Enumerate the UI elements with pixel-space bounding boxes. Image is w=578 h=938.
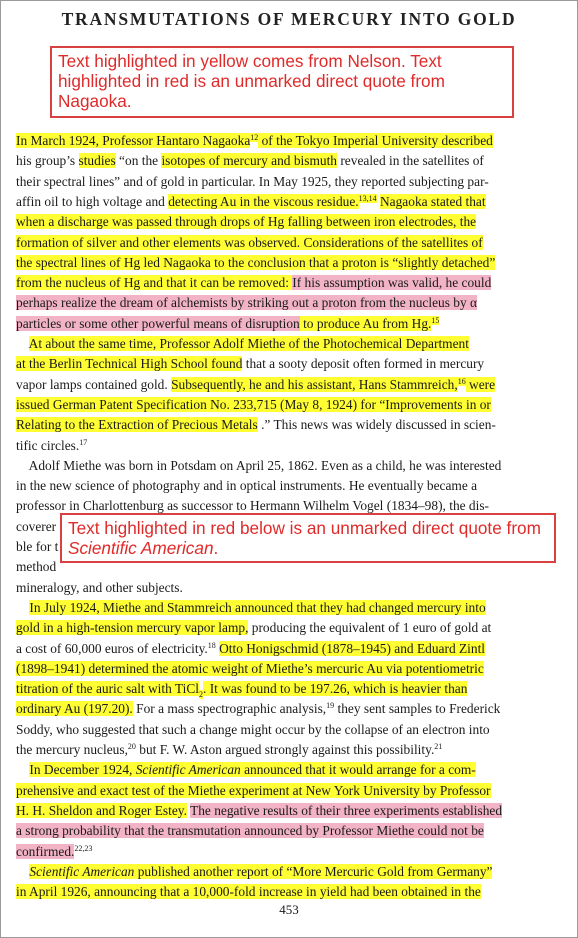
plain-text: Adolf Miethe was born in Potsdam on April 25, 1862. Even as a child, he was interested — [16, 457, 502, 473]
text-line — [16, 374, 550, 395]
yellow-highlight-text: Otto Honigschmid (1878–1945) and Eduard Zintl — [219, 640, 486, 656]
yellow-highlight-text: H. H. Sheldon and Roger Estey. — [16, 802, 187, 818]
yellow-highlight-text: of the Tokyo Imperial University described — [258, 133, 493, 148]
text-line — [16, 658, 550, 679]
page-title: TRANSMUTATIONS OF MERCURY INTO GOLD — [61, 9, 517, 29]
yellow-highlight-text: At about the same time, Professor Adolf Miethe of the Photochemical Department — [28, 336, 469, 351]
text-line — [16, 780, 550, 801]
yellow-highlight-text: prehensive and exact test of the Miethe experiment at New York University by Professor — [16, 782, 491, 798]
plain-text: method — [16, 559, 57, 575]
text-line — [16, 455, 550, 476]
text-line — [16, 719, 550, 740]
text-line — [16, 475, 550, 496]
text-line — [16, 130, 550, 151]
plain-text: a cost of 60,000 euros of electricity. — [16, 640, 208, 656]
plain-text: Soddy, who suggested that such a change might occur by the collapse of an electron into — [16, 721, 490, 737]
red-highlight-text: confirmed. — [16, 843, 75, 859]
plain-text: 17 — [79, 437, 88, 447]
annotation-note-scientific-american — [60, 513, 556, 563]
plain-text: 21 — [434, 742, 443, 751]
plain-text: tific circles. — [16, 437, 80, 453]
yellow-highlight-text: were — [465, 376, 496, 392]
yellow-highlight-text: isotopes of mercury and bismuth — [161, 153, 337, 169]
yellow-highlight-text: In July 1924, Miethe and Stammreich announced that they had changed mercury into — [29, 599, 486, 615]
text-line — [16, 272, 550, 293]
plain-text — [16, 336, 29, 351]
plain-text: that a sooty deposit often formed in mercury — [242, 356, 485, 372]
yellow-highlight-text: published another report of “More Mercuric Gold from Germany” — [134, 863, 493, 879]
plain-text: his group’s — [16, 153, 79, 169]
text-line — [16, 597, 550, 618]
plain-text: .” This news was widely discussed in scien- — [257, 417, 496, 433]
yellow-highlight-text: Scientific American — [135, 762, 241, 778]
plain-text: professor in Charlottenburg as successor to Hermann Wilhelm Vogel (1834–98), the dis- — [16, 498, 490, 514]
plain-text: their spectral lines” and of gold in particular. In May 1925, they reported subjecting par- — [16, 173, 489, 189]
yellow-highlight-text: 2 — [199, 689, 203, 699]
plain-text: 20 — [127, 742, 136, 751]
yellow-highlight-text: in April 1926, announcing that a 10,000-fold increase in yield had been obtained in the — [16, 884, 481, 900]
text-line — [16, 252, 550, 273]
yellow-highlight-text: the spectral lines of Hg led Nagaoka to the conclusion that a proton is “slightly detached” — [16, 254, 496, 270]
yellow-highlight-text: studies — [78, 153, 116, 169]
plain-text: For a mass spectrographic analysis, — [132, 701, 327, 717]
text-line — [16, 759, 550, 780]
text-line — [16, 617, 550, 638]
annotation-text: Text highlighted in red below is an unmarked direct quote from — [68, 518, 541, 538]
text-line — [16, 414, 550, 435]
text-line — [16, 739, 550, 760]
yellow-highlight-text: gold in a high-tension mercury vapor lamp, — [16, 620, 249, 636]
plain-text: but F. W. Aston argued strongly against this possibility. — [135, 742, 435, 757]
yellow-highlight-text: Scientific American — [29, 863, 135, 879]
yellow-highlight-text: Relating to the Extraction of Precious Metals — [16, 417, 258, 433]
text-line — [16, 678, 550, 699]
yellow-highlight-text: at the Berlin Technical High School found — [16, 356, 243, 372]
plain-text: 18 — [207, 640, 216, 650]
yellow-highlight-text: In March 1924, Professor Hantaro Nagaoka — [16, 133, 251, 148]
text-line — [16, 191, 550, 212]
plain-text: producing the equivalent of 1 euro of gold at — [248, 620, 492, 636]
red-highlight-text: The negative results of their three experiments established — [190, 802, 503, 818]
plain-text: ble for t — [16, 539, 59, 554]
plain-text: mineralogy, and other subjects. — [16, 579, 183, 595]
yellow-highlight-text: ordinary Au (197.20). — [16, 701, 133, 717]
annotation-text: Text highlighted in yellow comes from Nelson. Text highlighted in red is an unmarked direct quote from Nagaoka. — [58, 51, 445, 111]
text-line — [16, 313, 550, 334]
red-highlight-text: his — [301, 275, 324, 291]
red-highlight-text: was — [384, 275, 413, 291]
text-line — [16, 820, 550, 841]
yellow-highlight-text: In December 1924, — [29, 762, 136, 778]
text-line — [16, 353, 550, 374]
text-line — [16, 861, 550, 882]
yellow-highlight-text: to produce Au from Hg. — [299, 315, 432, 331]
text-line — [16, 638, 550, 659]
yellow-highlight-text: formation of silver and other elements was observed. Considerations of the satellites of — [16, 234, 483, 250]
text-line — [16, 841, 550, 862]
plain-text: the mercury nucleus, — [16, 742, 128, 757]
text-line — [16, 232, 550, 253]
yellow-highlight-text: from the nucleus of Hg and that it can be removed: — [16, 275, 293, 291]
yellow-highlight-text: announced that it would arrange for a com- — [240, 762, 476, 778]
yellow-highlight-text: detecting Au in the viscous residue. — [168, 193, 359, 209]
plain-text: vapor lamps contained gold. — [16, 376, 172, 392]
text-line — [16, 150, 550, 171]
yellow-highlight-text: Subsequently, he and his assistant, Hans Stammreich, — [171, 376, 458, 392]
yellow-highlight-text: when a discharge was passed through drops of Hg falling between iron electrodes, the — [16, 214, 477, 230]
red-highlight-text: assumption — [323, 275, 385, 291]
yellow-highlight-text: Nagaoka stated that — [380, 193, 486, 209]
text-line — [16, 394, 550, 415]
text-line — [16, 800, 550, 821]
plain-text: revealed in the satellites of — [337, 153, 484, 169]
text-line — [16, 881, 550, 902]
annotation-source-name: Scientific American — [68, 538, 214, 558]
plain-text: in the new science of photography and in optical instruments. He eventually became a — [16, 478, 478, 494]
plain-text — [16, 762, 29, 777]
text-line — [16, 577, 550, 598]
red-highlight-text: valid — [412, 275, 439, 291]
plain-text: affin oil to high voltage and — [16, 193, 169, 209]
red-highlight-text: If — [292, 275, 302, 291]
yellow-highlight-text: issued German Patent Specification No. 233,715 (May 8, 1924) for “Improvements in or — [16, 396, 491, 412]
yellow-highlight-text: (1898–1941) determined the atomic weight of Miethe’s mercuric Au via potentiometric — [16, 660, 484, 676]
text-line — [16, 333, 550, 354]
text-line — [16, 698, 550, 719]
plain-text — [16, 600, 29, 615]
red-highlight-text: perhaps realize the dream of alchemists by striking out a proton from the nucleus by α — [16, 295, 478, 311]
yellow-highlight-text: 15 — [431, 315, 440, 325]
red-highlight-text: , he could — [438, 275, 492, 291]
text-line — [16, 211, 550, 232]
red-highlight-text: particles or some other powerful means of disruption — [16, 315, 300, 331]
plain-text — [16, 864, 29, 879]
plain-text: 22,23 — [74, 843, 93, 853]
text-line — [16, 435, 550, 456]
yellow-highlight-text: 16 — [457, 376, 466, 386]
yellow-highlight-text: 12 — [250, 133, 259, 142]
plain-text: “on the — [115, 153, 162, 169]
plain-text: coverer — [16, 518, 57, 534]
red-highlight-text: a strong probability that the transmutation announced by Professor Miethe could not be — [16, 823, 484, 839]
text-line — [16, 292, 550, 313]
yellow-highlight-text: 13,14 — [358, 193, 377, 203]
yellow-highlight-text: titration of the auric salt with TiCl — [16, 681, 199, 697]
plain-text: they sent samples to Frederick — [334, 701, 501, 717]
annotation-text-end: . — [213, 538, 219, 558]
annotation-note-nelson-nagaoka — [50, 46, 514, 118]
yellow-highlight-text: . It was found to be 197.26, which is heavier than — [203, 681, 468, 697]
plain-text: 19 — [326, 701, 335, 711]
page-number: 453 — [279, 902, 299, 917]
text-line — [16, 171, 550, 192]
